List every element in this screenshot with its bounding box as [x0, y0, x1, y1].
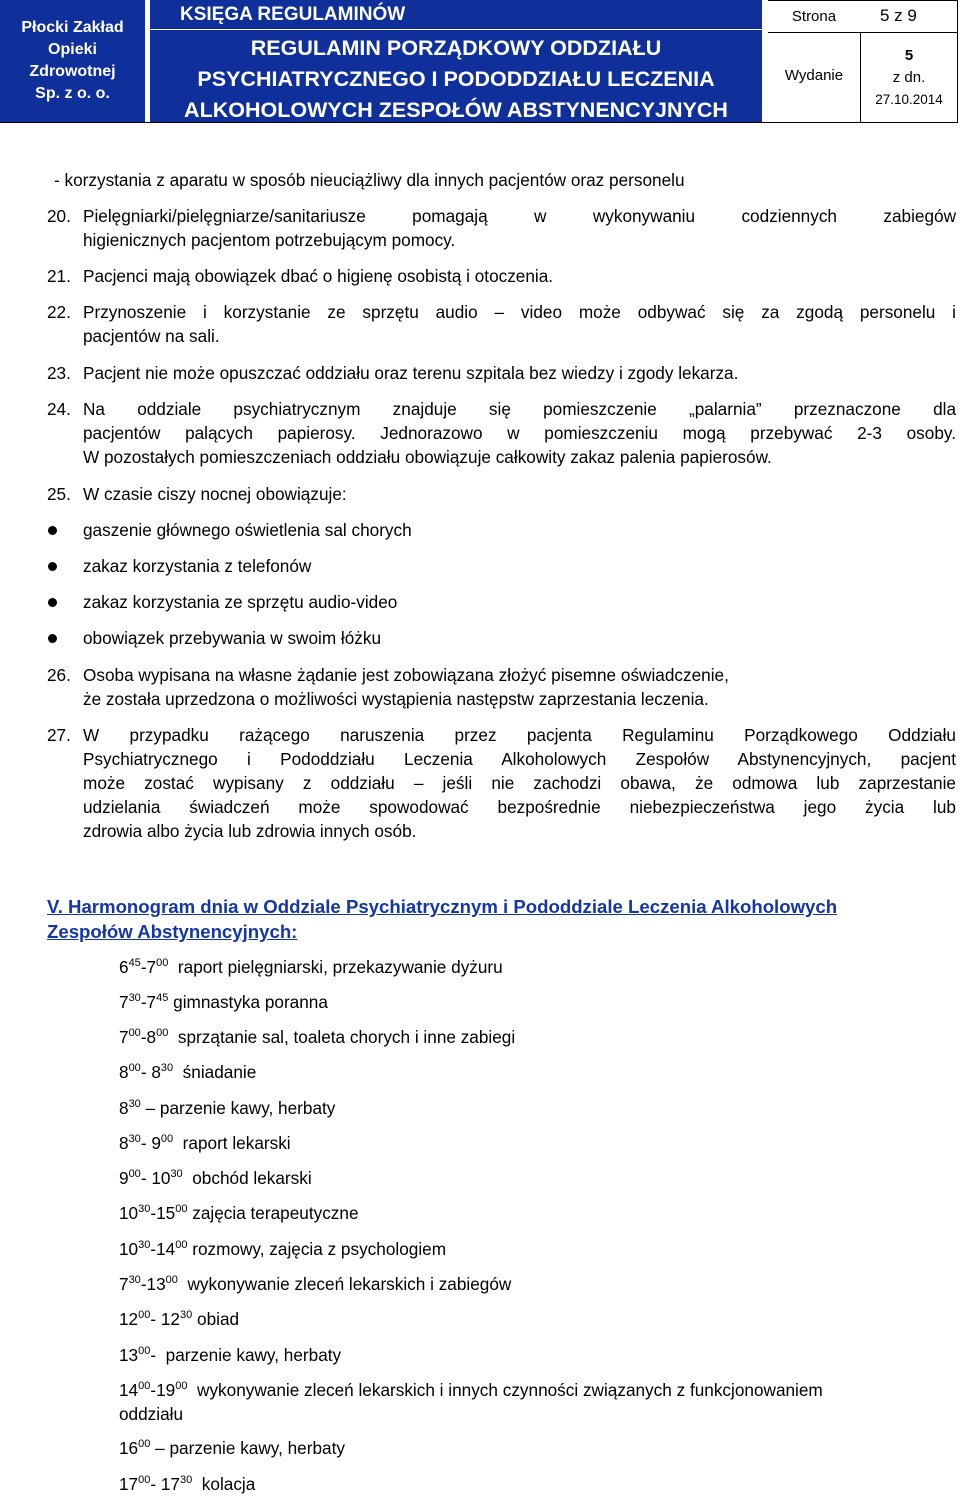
- schedule-entry: [119, 1166, 312, 1190]
- document-header: [0, 0, 958, 122]
- item-text: W przypadku rażącego naruszenia przez pacjenta Regulaminu Porządkowego Oddziału: [83, 725, 956, 745]
- bullet-icon: [48, 634, 57, 643]
- schedule-activity: obchód lekarski: [182, 1168, 312, 1188]
- regulation-title-line: ALKOHOLOWYCH ZESPOŁÓW ABSTYNENCYJNYCH: [184, 98, 728, 122]
- divider: [768, 32, 958, 33]
- item-number: 21.: [47, 266, 71, 286]
- schedule-activity: śniadanie: [173, 1062, 257, 1082]
- schedule-end-hour: 7: [146, 957, 157, 977]
- bullet-icon: [48, 526, 57, 535]
- divider: [0, 122, 958, 123]
- item-text: higienicznych pacjentom potrzebującym pomocy.: [83, 230, 456, 250]
- schedule-start-minute: 30: [128, 1274, 141, 1286]
- schedule-start-hour: 6: [119, 957, 129, 977]
- schedule-entry: [119, 1060, 256, 1084]
- edition-info: [860, 45, 958, 111]
- schedule-end-minute: 00: [156, 1027, 169, 1039]
- schedule-end-hour: 14: [156, 1239, 176, 1259]
- section-title: [47, 894, 957, 944]
- item-text: Psychiatrycznego i Pododdziału Leczenia Alkoholowych Zespołów Abstynencyjnych, pacjent: [83, 749, 956, 769]
- schedule-end-hour: 10: [151, 1168, 171, 1188]
- schedule-start-hour: 7: [119, 1027, 129, 1047]
- schedule-entry: [119, 1096, 335, 1120]
- schedule-entry: [119, 1378, 823, 1402]
- item-text: pacjentów na sali.: [83, 326, 220, 346]
- company-line: Płocki Zakład: [21, 19, 124, 36]
- item-text: Przynoszenie i korzystanie ze sprzętu audio – video może odbywać się za zgodą personelu i: [83, 302, 956, 322]
- company-line: Zdrowotnej: [29, 63, 116, 80]
- schedule-start-minute: 30: [138, 1203, 151, 1215]
- header-title-box: [150, 0, 762, 122]
- schedule-start-hour: 10: [119, 1203, 139, 1223]
- item-text: Na oddziale psychiatrycznym znajduje się pomieszczenie „palarnia” przeznaczone dla: [83, 399, 956, 419]
- schedule-end-minute: 30: [180, 1474, 193, 1486]
- schedule-start-hour: 12: [119, 1309, 139, 1329]
- regulation-title-line: PSYCHIATRYCZNEGO I PODODDZIAŁU LECZENIA: [197, 67, 715, 91]
- schedule-end-hour: 8: [146, 1027, 157, 1047]
- schedule-separator: -: [140, 1274, 147, 1294]
- schedule-separator: -: [150, 1203, 157, 1223]
- regulation-title-line: REGULAMIN PORZĄDKOWY ODDZIAŁU: [250, 36, 662, 60]
- company-line: Opieki: [48, 41, 97, 58]
- schedule-entry: [119, 1201, 359, 1225]
- schedule-end-hour: 9: [151, 1133, 161, 1153]
- item-text: Osoba wypisana na własne żądanie jest zobowiązana złożyć pisemne oświadczenie,: [83, 665, 729, 685]
- schedule-separator: -: [140, 1168, 152, 1188]
- section-title-line: Zespołów Abstynencyjnych:: [47, 921, 298, 942]
- schedule-start-minute: 30: [128, 1133, 141, 1145]
- schedule-start-hour: 16: [119, 1438, 139, 1458]
- schedule-separator: -: [140, 1133, 152, 1153]
- schedule-start-hour: 8: [119, 1062, 129, 1082]
- schedule-activity: raport pielęgniarski, przekazywanie dyżuru: [168, 957, 503, 977]
- schedule-activity: wykonywanie zleceń lekarskich i innych czynności związanych z funkcjonowaniem: [187, 1380, 823, 1400]
- schedule-end-minute: 00: [165, 1274, 178, 1286]
- schedule-separator: -: [150, 1380, 157, 1400]
- schedule-separator: -: [150, 1345, 161, 1365]
- schedule-end-minute: 30: [180, 1309, 193, 1321]
- schedule-activity: raport lekarski: [173, 1133, 291, 1153]
- schedule-start-minute: 00: [128, 1168, 141, 1180]
- schedule-end-hour: 13: [146, 1274, 166, 1294]
- schedule-separator: -: [150, 1239, 157, 1259]
- schedule-entry: [119, 1272, 511, 1296]
- item-text: W czasie ciszy nocnej obowiązuje:: [83, 484, 347, 504]
- schedule-start-minute: 00: [138, 1345, 151, 1357]
- schedule-activity: – parzenie kawy, herbaty: [140, 1098, 336, 1118]
- edition-label: Wydanie: [784, 67, 844, 84]
- schedule-start-minute: 30: [128, 1098, 141, 1110]
- item-number: 20.: [47, 206, 71, 226]
- schedule-entry: [119, 1472, 255, 1496]
- schedule-entry: [119, 1343, 341, 1367]
- schedule-separator: -: [150, 1309, 161, 1329]
- item-text: zdrowia albo życia lub zdrowia innych osób.: [83, 821, 417, 841]
- item-text: pacjentów palących papierosy. Jednorazowo w pomieszczeniu mogą przebywać 2-3 osoby.: [83, 423, 956, 443]
- schedule-activity: obiad: [192, 1309, 240, 1329]
- item-text: może zostać wypisany z oddziału – jeśli nie zachodzi obawa, że odmowa lub zaprzestanie: [83, 773, 956, 793]
- schedule-end-minute: 00: [175, 1203, 188, 1215]
- page-info-box: [768, 0, 958, 122]
- item-number: 27.: [47, 725, 71, 745]
- bullet-text: obowiązek przebywania w swoim łóżku: [83, 628, 382, 648]
- schedule-start-minute: 30: [128, 992, 141, 1004]
- schedule-separator: -: [140, 1062, 152, 1082]
- page-number: 5 z 9: [880, 6, 917, 25]
- schedule-separator: -: [150, 1474, 161, 1494]
- schedule-end-minute: 00: [156, 957, 169, 969]
- schedule-end-hour: 7: [146, 992, 157, 1012]
- schedule-start-hour: 9: [119, 1168, 129, 1188]
- item-number: 25.: [47, 484, 71, 504]
- bullet-text: zakaz korzystania z telefonów: [83, 556, 312, 576]
- schedule-end-minute: 30: [160, 1062, 174, 1074]
- schedule-separator: -: [140, 992, 147, 1012]
- schedule-entry: [119, 955, 503, 979]
- continuation-line: - korzystania z aparatu w sposób nieuciążliwy dla innych pacjentów oraz personelu: [54, 170, 685, 190]
- schedule-start-hour: 17: [119, 1474, 139, 1494]
- schedule-entry: [119, 990, 328, 1014]
- edition-number: 5: [904, 47, 914, 64]
- schedule-start-hour: 10: [119, 1239, 139, 1259]
- schedule-start-hour: 13: [119, 1345, 139, 1365]
- schedule-start-minute: 00: [128, 1027, 141, 1039]
- bullet-text: zakaz korzystania ze sprzętu audio-video: [83, 592, 398, 612]
- schedule-activity: rozmowy, zajęcia z psychologiem: [187, 1239, 447, 1259]
- item-text: W pozostałych pomieszczeniach oddziału obowiązuje całkowity zakaz palenia papierosów.: [83, 447, 772, 467]
- item-text: że została uprzedzona o możliwości wystąpienia następstw zaprzestania leczenia.: [83, 689, 709, 709]
- schedule-start-minute: 00: [138, 1438, 151, 1450]
- schedule-entry: [119, 1025, 515, 1049]
- schedule-start-minute: 00: [128, 1062, 141, 1074]
- schedule-end-hour: 17: [160, 1474, 180, 1494]
- schedule-start-minute: 00: [138, 1309, 151, 1321]
- bullet-text: gaszenie głównego oświetlenia sal chorych: [83, 520, 412, 540]
- page-label: Strona: [791, 8, 837, 25]
- schedule-start-minute: 45: [128, 957, 141, 969]
- schedule-activity: zajęcia terapeutyczne: [187, 1203, 359, 1223]
- schedule-end-minute: 45: [156, 992, 169, 1004]
- schedule-entry: [119, 1307, 239, 1331]
- section-title-line: V. Harmonogram dnia w Oddziale Psychiatrycznym i Pododdziale Leczenia Alkoholowych: [47, 896, 838, 917]
- book-title: KSIĘGA REGULAMINÓW: [150, 0, 762, 30]
- schedule-end-minute: 00: [160, 1133, 174, 1145]
- item-text: Pielęgniarki/pielęgniarze/sanitariusze pomagają w wykonywaniu codziennych zabiegów: [83, 206, 956, 226]
- schedule-separator: -: [140, 1027, 147, 1047]
- schedule-activity-continued: oddziału: [119, 1404, 184, 1424]
- schedule-end-minute: 30: [170, 1168, 183, 1180]
- edition-date-prefix: z dn.: [892, 69, 926, 86]
- schedule-separator: -: [140, 957, 147, 977]
- schedule-start-hour: 7: [119, 992, 129, 1012]
- schedule-activity: gimnastyka poranna: [168, 992, 328, 1012]
- schedule-start-hour: 8: [119, 1098, 129, 1118]
- schedule-start-minute: 30: [138, 1239, 151, 1251]
- schedule-end-hour: 12: [160, 1309, 180, 1329]
- item-number: 23.: [47, 363, 71, 383]
- schedule-start-minute: 00: [138, 1380, 151, 1392]
- edition-date: 27.10.2014: [875, 92, 943, 107]
- schedule-activity: wykonywanie zleceń lekarskich i zabiegów: [177, 1274, 512, 1294]
- regulation-title: [150, 33, 762, 126]
- schedule-end-hour: 8: [151, 1062, 161, 1082]
- item-text: udzielania świadczeń może spowodować bezpośrednie niebezpieczeństwa jego życia lub: [83, 797, 956, 817]
- item-number: 26.: [47, 665, 71, 685]
- schedule-end-minute: 00: [175, 1380, 188, 1392]
- schedule-end-minute: 00: [175, 1239, 188, 1251]
- item-number: 22.: [47, 302, 71, 322]
- item-text: Pacjenci mają obowiązek dbać o higienę osobistą i otoczenia.: [83, 266, 554, 286]
- schedule-start-hour: 7: [119, 1274, 129, 1294]
- schedule-entry: [119, 1131, 291, 1155]
- company-line: Sp. z o. o.: [35, 85, 110, 102]
- schedule-entry: [119, 1436, 345, 1460]
- schedule-activity: sprzątanie sal, toaleta chorych i inne zabiegi: [168, 1027, 516, 1047]
- schedule-activity: kolacja: [192, 1474, 256, 1494]
- schedule-start-hour: 8: [119, 1133, 129, 1153]
- schedule-activity: parzenie kawy, herbaty: [160, 1345, 342, 1365]
- schedule-start-hour: 14: [119, 1380, 139, 1400]
- item-number: 24.: [47, 399, 71, 419]
- company-name-box: [0, 0, 145, 122]
- schedule-end-hour: 19: [156, 1380, 176, 1400]
- item-text: Pacjent nie może opuszczać oddziału oraz terenu szpitala bez wiedzy i zgody lekarza.: [83, 363, 739, 383]
- schedule-end-hour: 15: [156, 1203, 176, 1223]
- schedule-start-minute: 00: [138, 1474, 151, 1486]
- schedule-entry: [119, 1237, 446, 1261]
- schedule-activity: – parzenie kawy, herbaty: [150, 1438, 345, 1458]
- bullet-icon: [48, 562, 57, 571]
- bullet-icon: [48, 598, 57, 607]
